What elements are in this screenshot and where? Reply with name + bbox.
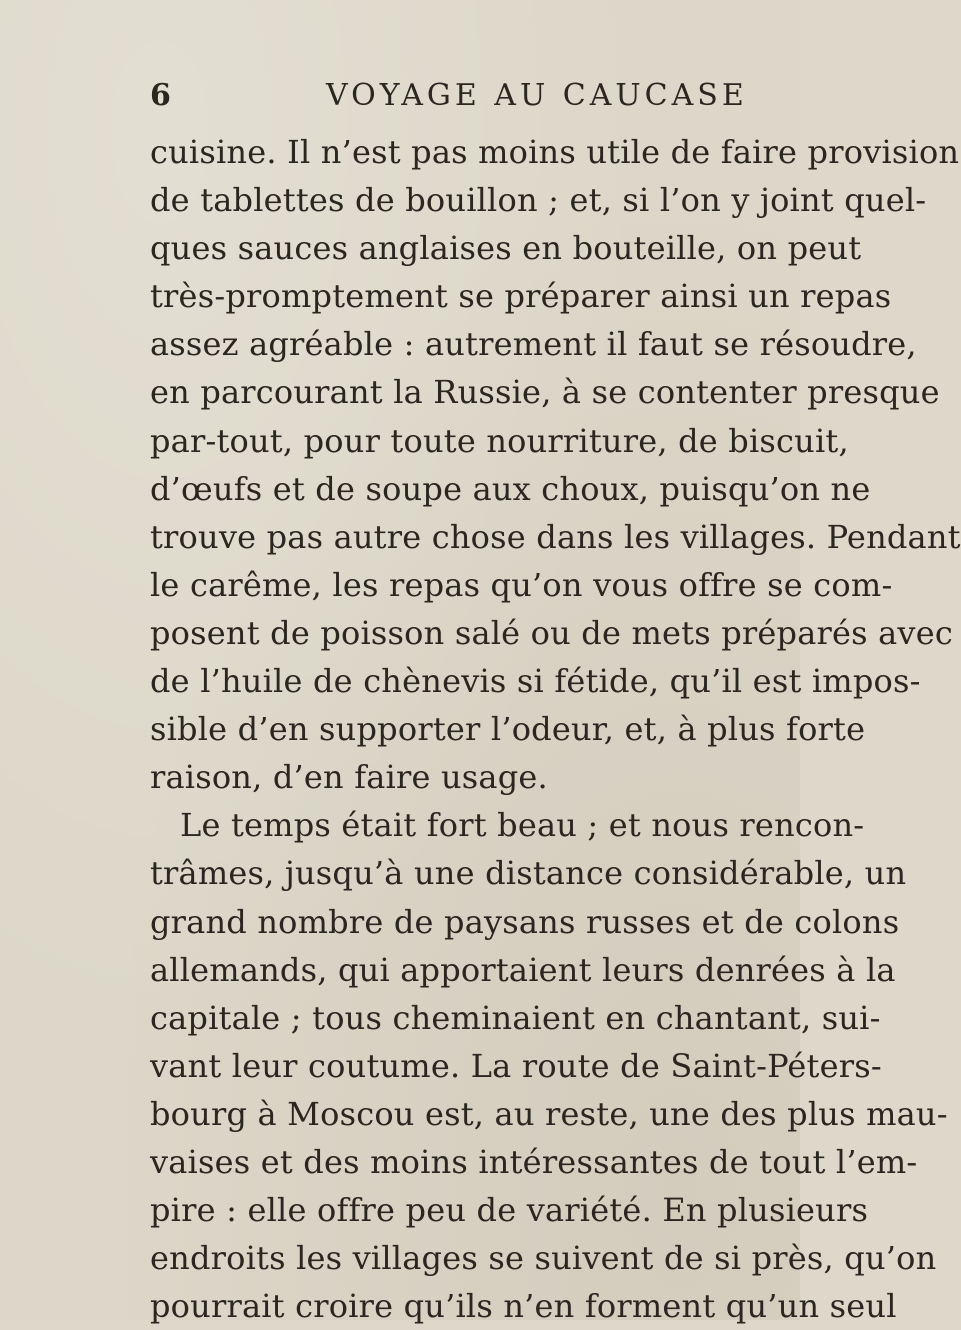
text-line: endroits les villages se suivent de si près, qu’on: [150, 1239, 937, 1278]
text-line: allemands, qui apportaient leurs denrées à la: [150, 950, 896, 989]
paragraph-end-line: raison, d’en faire usage.: [150, 758, 548, 797]
body-text: [150, 128, 961, 1330]
text-line: grand nombre de paysans russes et de colons: [150, 902, 900, 941]
running-head: VOYAGE AU CAUCASE: [326, 78, 748, 113]
text-line: trâmes, jusqu’à une distance considérable, un: [150, 854, 907, 893]
text-line: bourg à Moscou est, au reste, une des plus mau-: [150, 1094, 948, 1133]
text-line: en parcourant la Russie, à se contenter presque: [150, 373, 940, 412]
text-line: par-tout, pour toute nourriture, de biscuit,: [150, 421, 849, 460]
text-line: assez agréable : autrement il faut se résoudre,: [150, 325, 917, 364]
paragraph-start-line: Le temps était fort beau ; et nous rencon-: [180, 806, 865, 845]
page-number: 6: [150, 78, 172, 113]
text-line: pourrait croire qu’ils n’en forment qu’un seul: [150, 1287, 897, 1326]
text-line: très-promptement se préparer ainsi un repas: [150, 277, 892, 316]
text-line: sible d’en supporter l’odeur, et, à plus forte: [150, 710, 866, 749]
text-line: de tablettes de bouillon ; et, si l’on y joint quel-: [150, 181, 927, 220]
text-line: pire : elle offre peu de variété. En plusieurs: [150, 1191, 869, 1230]
text-line: ques sauces anglaises en bouteille, on peut: [150, 229, 862, 268]
text-line: d’œufs et de soupe aux choux, puisqu’on ne: [150, 469, 871, 508]
text-line: vaises et des moins intéressantes de tout l’em-: [150, 1142, 918, 1181]
text-line: vant leur coutume. La route de Saint-Péters-: [150, 1046, 882, 1085]
text-line: le carême, les repas qu’on vous offre se com-: [150, 565, 893, 604]
text-line: de l’huile de chènevis si fétide, qu’il est impos-: [150, 662, 921, 701]
text-line: posent de poisson salé ou de mets préparés avec: [150, 613, 953, 652]
text-line: trouve pas autre chose dans les villages. Pendant: [150, 517, 961, 556]
text-line: capitale ; tous cheminaient en chantant, sui-: [150, 998, 881, 1037]
page-header: [150, 78, 770, 122]
text-line: cuisine. Il n’est pas moins utile de faire provision: [150, 133, 960, 171]
